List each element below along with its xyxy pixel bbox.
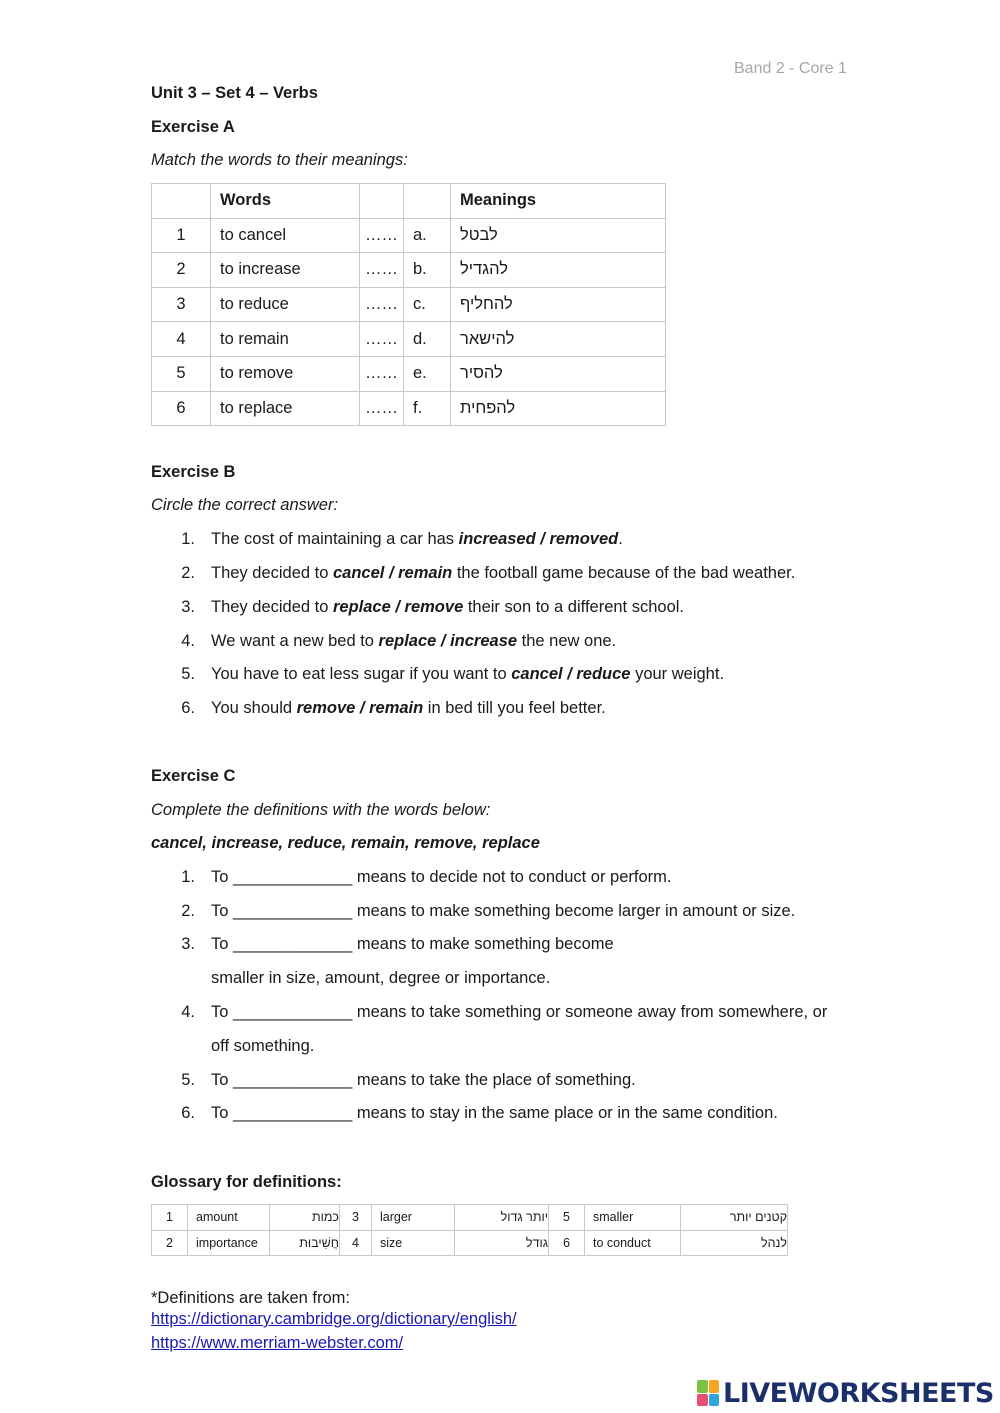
band-label: Band 2 - Core 1 — [734, 60, 847, 77]
answer-choice[interactable]: cancel / reduce — [511, 665, 631, 683]
exercise-a-heading: Exercise A — [151, 118, 235, 136]
definition-text[interactable]: To _____________ means to decide not to conduct or perform. — [211, 868, 672, 886]
table-row — [152, 391, 666, 426]
answer-choice[interactable]: remove / remain — [296, 699, 424, 717]
glossary-word: larger — [372, 1205, 455, 1231]
item-number: 4. — [181, 632, 195, 650]
logo-square — [697, 1380, 708, 1393]
row-num: 5 — [152, 356, 211, 391]
glossary-num: 4 — [340, 1230, 372, 1256]
item-number: 3. — [181, 598, 195, 616]
row-meaning: להחליף — [451, 287, 666, 322]
table-row — [152, 1205, 788, 1231]
glossary-num: 6 — [549, 1230, 585, 1256]
logo-square — [709, 1394, 720, 1407]
answer-choice[interactable]: increased / removed — [458, 530, 619, 548]
sources-note: *Definitions are taken from: — [151, 1289, 351, 1307]
item-text-before: They decided to — [211, 598, 333, 616]
logo-square — [709, 1380, 720, 1393]
table-row — [152, 322, 666, 357]
item-text-before: You should — [211, 699, 297, 717]
glossary-word: amount — [188, 1205, 270, 1231]
row-meaning: להסיר — [451, 356, 666, 391]
glossary-word: importance — [188, 1230, 270, 1256]
glossary-word: to conduct — [585, 1230, 681, 1256]
merriam-webster-link[interactable]: https://www.merriam-webster.com/ — [151, 1334, 404, 1352]
exercise-c-heading: Exercise C — [151, 767, 236, 785]
table-row — [152, 356, 666, 391]
definition-text[interactable]: To _____________ means to stay in the same place or in the same condition. — [211, 1104, 778, 1122]
item-text-before: You have to eat less sugar if you want to — [211, 665, 512, 683]
item-text-before: They decided to — [211, 564, 333, 582]
glossary-translation: לנהל — [681, 1230, 788, 1256]
definition-text[interactable]: To _____________ means to make something become larger in amount or size. — [211, 902, 796, 920]
exercise-a-instruction: Match the words to their meanings: — [151, 151, 408, 169]
item-text-after: their son to a different school. — [463, 598, 684, 616]
glossary-num: 5 — [549, 1205, 585, 1231]
word-bank: cancel, increase, reduce, remain, remove, replace — [151, 834, 540, 852]
table-row — [152, 218, 666, 253]
logo-square — [697, 1394, 708, 1407]
glossary-translation: כמות — [270, 1205, 340, 1231]
logo-text: LIVEWORKSHEETS — [723, 1377, 994, 1409]
row-meaning: לבטל — [451, 218, 666, 253]
item-number: 5. — [181, 1071, 195, 1089]
answer-blank[interactable]: …… — [360, 287, 404, 322]
answer-blank[interactable]: …… — [360, 253, 404, 288]
glossary-translation: יותר גדול — [455, 1205, 549, 1231]
item-number: 1. — [181, 530, 195, 548]
glossary-translation: קטנים יותר — [681, 1205, 788, 1231]
answer-blank[interactable]: …… — [360, 218, 404, 253]
page-title: Unit 3 – Set 4 – Verbs — [151, 84, 318, 102]
matching-table — [151, 183, 666, 426]
glossary-word: smaller — [585, 1205, 681, 1231]
glossary-num: 3 — [340, 1205, 372, 1231]
item-text-after: the football game because of the bad weather. — [452, 564, 796, 582]
liveworksheets-logo[interactable] — [697, 1378, 994, 1408]
row-letter: c. — [404, 287, 451, 322]
definition-text[interactable]: To _____________ means to make something become — [211, 935, 614, 953]
definition-continuation: smaller in size, amount, degree or importance. — [211, 969, 551, 987]
glossary-table — [151, 1204, 788, 1256]
exercise-b-instruction: Circle the correct answer: — [151, 496, 339, 514]
row-word: to cancel — [211, 218, 360, 253]
item-number: 1. — [181, 868, 195, 886]
item-text-after: in bed till you feel better. — [423, 699, 606, 717]
liveworksheets-logo-icon — [697, 1380, 719, 1406]
table-row — [152, 253, 666, 288]
row-letter: a. — [404, 218, 451, 253]
glossary-num: 2 — [152, 1230, 188, 1256]
row-word: to increase — [211, 253, 360, 288]
header-words: Words — [211, 184, 360, 219]
row-num: 1 — [152, 218, 211, 253]
item-number: 6. — [181, 699, 195, 717]
row-num: 4 — [152, 322, 211, 357]
row-letter: f. — [404, 391, 451, 426]
answer-choice[interactable]: replace / remove — [333, 598, 464, 616]
glossary-word: size — [372, 1230, 455, 1256]
item-text-after: your weight. — [630, 665, 725, 683]
answer-choice[interactable]: replace / increase — [378, 632, 518, 650]
answer-blank[interactable]: …… — [360, 322, 404, 357]
row-num: 3 — [152, 287, 211, 322]
table-row — [152, 287, 666, 322]
row-word: to remove — [211, 356, 360, 391]
header-num-cell — [152, 184, 211, 219]
item-number: 2. — [181, 902, 195, 920]
item-number: 4. — [181, 1003, 195, 1021]
cambridge-link[interactable]: https://dictionary.cambridge.org/dictionary/english/ — [151, 1310, 517, 1328]
answer-choice[interactable]: cancel / remain — [333, 564, 453, 582]
item-text-before: The cost of maintaining a car has — [211, 530, 459, 548]
table-header-row — [152, 184, 666, 219]
exercise-c-instruction: Complete the definitions with the words below: — [151, 801, 491, 819]
row-num: 2 — [152, 253, 211, 288]
item-number: 5. — [181, 665, 195, 683]
glossary-num: 1 — [152, 1205, 188, 1231]
glossary-translation: גודל — [455, 1230, 549, 1256]
definition-text[interactable]: To _____________ means to take something or someone away from somewhere, or — [211, 1003, 828, 1021]
header-meanings: Meanings — [451, 184, 666, 219]
row-meaning: להפחית — [451, 391, 666, 426]
item-text-after: . — [618, 530, 623, 548]
row-word: to reduce — [211, 287, 360, 322]
row-meaning: להגדיל — [451, 253, 666, 288]
definition-text[interactable]: To _____________ means to take the place of something. — [211, 1071, 636, 1089]
item-number: 6. — [181, 1104, 195, 1122]
glossary-heading: Glossary for definitions: — [151, 1173, 342, 1191]
row-word: to replace — [211, 391, 360, 426]
answer-blank[interactable]: …… — [360, 391, 404, 426]
row-num: 6 — [152, 391, 211, 426]
item-number: 2. — [181, 564, 195, 582]
row-letter: d. — [404, 322, 451, 357]
header-letter-cell — [404, 184, 451, 219]
header-blank-cell — [360, 184, 404, 219]
row-letter: b. — [404, 253, 451, 288]
glossary-translation: חֲשִׁיבוּת — [270, 1230, 340, 1256]
item-text-after: the new one. — [517, 632, 617, 650]
exercise-b-heading: Exercise B — [151, 463, 236, 481]
definition-continuation: off something. — [211, 1037, 315, 1055]
answer-blank[interactable]: …… — [360, 356, 404, 391]
table-row — [152, 1230, 788, 1256]
row-word: to remain — [211, 322, 360, 357]
item-text-before: We want a new bed to — [211, 632, 379, 650]
row-meaning: להישאר — [451, 322, 666, 357]
item-number: 3. — [181, 935, 195, 953]
row-letter: e. — [404, 356, 451, 391]
